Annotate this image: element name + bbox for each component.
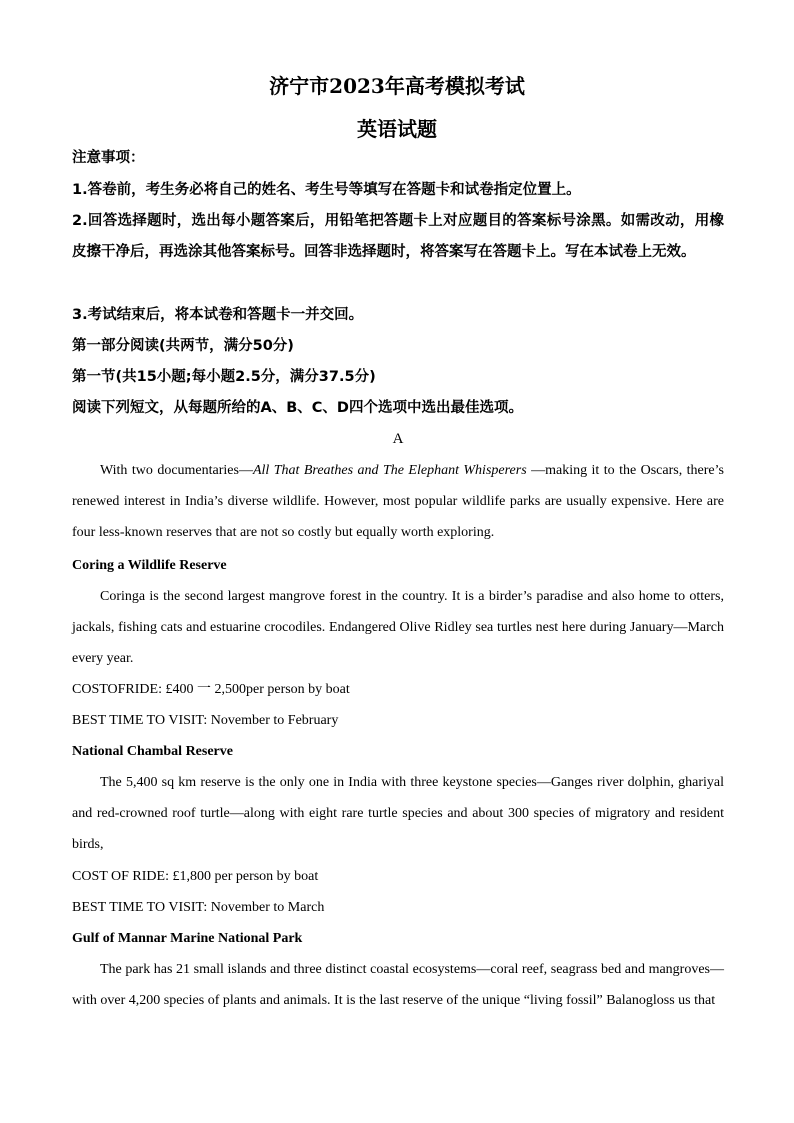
reserve-heading-coringa: Coring a Wildlife Reserve — [72, 558, 227, 573]
reserve-cost-coringa: COSTOFRIDE: £400 一 2,500per person by boat — [72, 682, 350, 697]
part-title: 第一部分阅读(共两节，满分50分) — [72, 338, 294, 354]
reserve-best-time-coringa: BEST TIME TO VISIT: November to February — [72, 713, 339, 728]
reserve-best-time-chambal: BEST TIME TO VISIT: November to March — [72, 900, 325, 915]
note-item-2: 2.回答选择题时，选出每小题答案后，用铅笔把答题卡上对应题目的答案标号涂黑。如需改动，用橡皮擦干净后，再选涂其他答案标号。回答非选择题时，将答案写在答题卡上。写在本试卷上无效。 — [72, 213, 724, 260]
note-item-3: 3.考试结束后，将本试卷和答题卡一并交回。 — [72, 307, 364, 323]
notes-heading: 注意事项： — [72, 150, 145, 166]
reserve-desc-chambal: The 5,400 sq km reserve is the only one in India with three keystone species—Ganges river dolphin, ghariyal and red-crowned roof turtle—along with eight rare turtle species and about 300 species of migratory and resident birds, — [72, 775, 724, 852]
section-instruction: 阅读下列短文，从每题所给的A、B、C、D四个选项中选出最佳选项。 — [72, 400, 523, 416]
documentary-titles: All That Breathes and The Elephant Whisperers — [252, 463, 527, 478]
reserve-cost-chambal: COST OF RIDE: £1,800 per person by boat — [72, 869, 319, 884]
reserve-heading-chambal: National Chambal Reserve — [72, 744, 233, 759]
passage-intro — [72, 455, 724, 548]
reserve-heading-mannar: Gulf of Mannar Marine National Park — [72, 931, 303, 946]
intro-text-start: With two documentaries— — [100, 463, 253, 478]
reserve-desc-mannar: The park has 21 small islands and three distinct coastal ecosystems—coral reef, seagrass bed and mangroves—with over 4,200 species of plants and animals. It is the last reserve of the unique “living fossil” Balanogloss us that — [72, 962, 724, 1008]
exam-subtitle: 英语试题 — [357, 117, 437, 141]
note-item-1: 1.答卷前，考生务必将自己的姓名、考生号等填写在答题卡和试卷指定位置上。 — [72, 182, 581, 198]
intro-text-end: —making it to the Oscars, there’s renewed interest in India’s diverse wildlife. However, most popular wildlife parks are usually expensive. Here are four less-known reserves that are not so costly but equally worth exploring. — [72, 463, 724, 540]
section-title: 第一节(共15小题;每小题2.5分，满分37.5分) — [72, 369, 376, 385]
passage-label: A — [392, 431, 404, 447]
reserve-desc-coringa: Coringa is the second largest mangrove forest in the country. It is a birder’s paradise and also home to otters, jackals, fishing cats and estuarine crocodiles. Endangered Olive Ridley sea turtles nest here during January—March every year. — [72, 589, 724, 666]
exam-title: 济宁市2023年高考模拟考试 — [269, 74, 525, 98]
